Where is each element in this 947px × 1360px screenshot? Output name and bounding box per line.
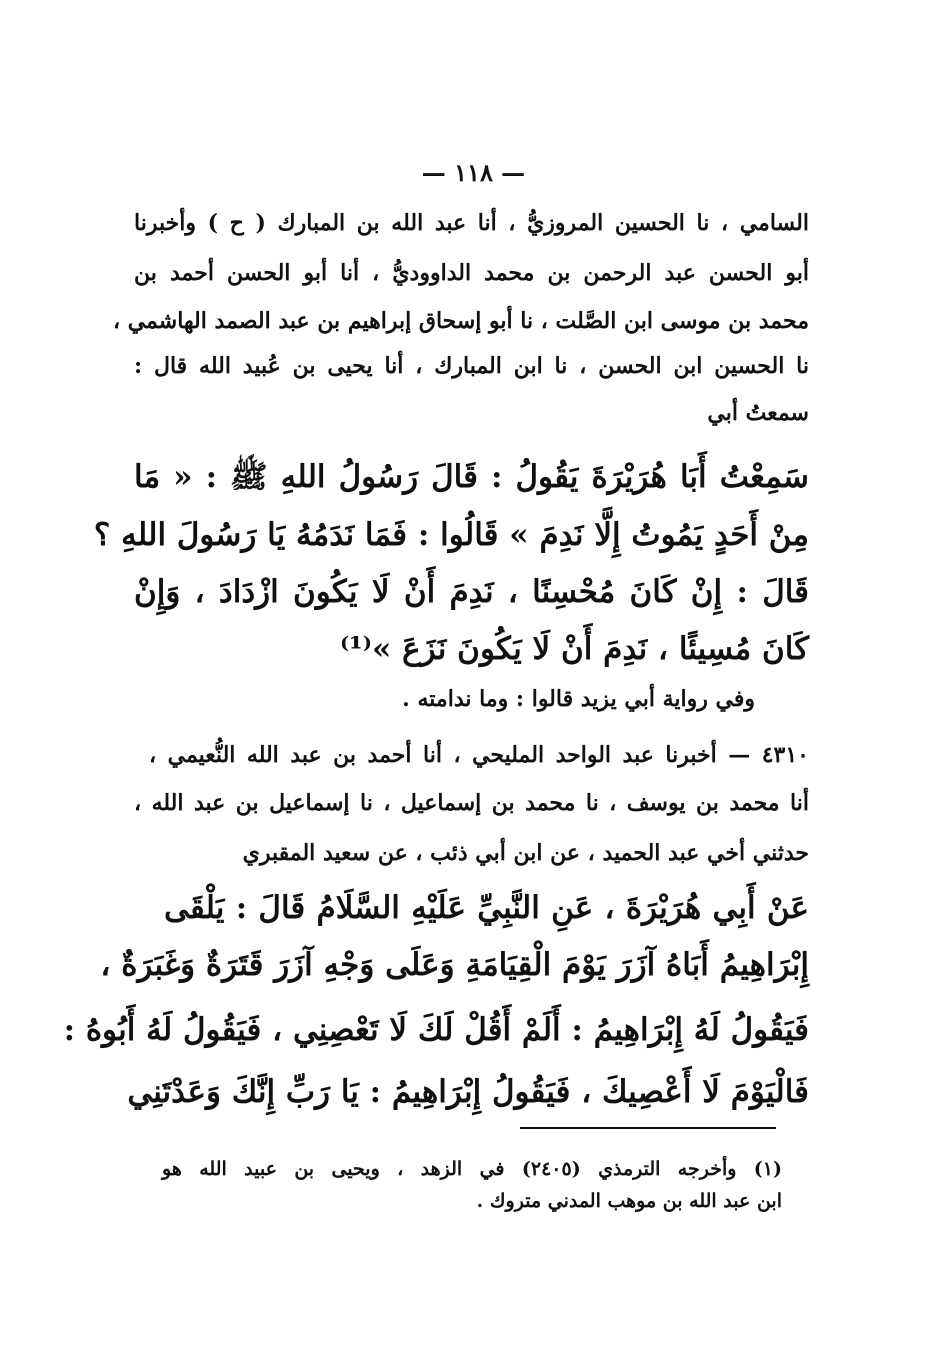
isnad-2-line-1: ٤٣١٠ — أخبرنا عبد الواحد المليحي ، أنا أحمد بن عبد الله النُّعيمي ،: [149, 742, 809, 768]
matn-2-line-2: إِبْرَاهِيمُ أَبَاهُ آزَرَ يَوْمَ الْقِيَامَةِ وَعَلَى وَجْهِ آزَرَ قَتَرَةٌ وَغَبَرَةٌ ،: [100, 947, 809, 983]
riwaya-note: وفي رواية أبي يزيد قالوا : وما ندامته .: [402, 686, 755, 712]
isnad-1-line-2: أبو الحسن عبد الرحمن بن محمد الداووديُّ ، أنا أبو الحسن أحمد بن: [134, 260, 809, 286]
page-number: — ١١٨ —: [421, 158, 526, 187]
matn-2-line-4: فَالْيَوْمَ لَا أَعْصِيكَ ، فَيَقُولُ إِبْرَاهِيمُ : يَا رَبِّ إِنَّكَ وَعَدْتَنِي: [127, 1074, 809, 1110]
isnad-1-line-5: سمعتُ أبي: [707, 400, 809, 426]
isnad-2-line-3: حدثني أخي عبد الحميد ، عن ابن أبي ذئب ، عن سعيد المقبري: [242, 840, 809, 866]
matn-1-line-1: سَمِعْتُ أَبَا هُرَيْرَةَ يَقُولُ : قَالَ رَسُولُ اللهِ ﷺ : « مَا: [134, 459, 809, 495]
matn-1-line-3: قَالَ : إِنْ كَانَ مُحْسِنًا ، نَدِمَ أَنْ لَا يَكُونَ ازْدَادَ ، وَإِنْ: [134, 574, 809, 610]
matn-2-line-1: عَنْ أَبِي هُرَيْرَةَ ، عَنِ النَّبِيِّ عَلَيْهِ السَّلَامُ قَالَ : يَلْقَى: [164, 890, 809, 926]
isnad-1-line-4: نا الحسين ابن الحسن ، نا ابن المبارك ، أنا يحيى بن عُبيد الله قال :: [134, 353, 809, 379]
footnote-line-2: ابن عبد الله بن موهب المدني متروك .: [476, 1190, 782, 1212]
matn-1-line-4: كَانَ مُسِيئًا ، نَدِمَ أَنْ لَا يَكُونَ نَزَعَ »⁽¹⁾: [339, 631, 809, 667]
isnad-1-line-1: السامي ، نا الحسين المروزيُّ ، أنا عبد الله بن المبارك ( ح ) وأخبرنا: [134, 210, 809, 236]
isnad-2-line-2: أنا محمد بن يوسف ، نا محمد بن إسماعيل ، نا إسماعيل بن عبد الله ،: [134, 790, 809, 816]
isnad-1-line-3: محمد بن موسى ابن الصَّلت ، نا أبو إسحاق إبراهيم بن عبد الصمد الهاشمي ،: [112, 308, 809, 334]
footnote-divider: [520, 1127, 776, 1129]
matn-1-line-2: مِنْ أَحَدٍ يَمُوتُ إِلَّا نَدِمَ » قَالُوا : فَمَا نَدَمُهُ يَا رَسُولَ اللهِ ؟: [93, 517, 809, 553]
matn-2-line-3: فَيَقُولُ لَهُ إِبْرَاهِيمُ : أَلَمْ أَقُلْ لَكَ لَا تَعْصِنِي ، فَيَقُولُ لَهُ أَبُوهُ :: [63, 1012, 809, 1048]
footnote-line-1: (١) وأخرجه الترمذي (٢٤٠٥) في الزهد ، ويحيى بن عبيد الله هو: [162, 1158, 782, 1180]
